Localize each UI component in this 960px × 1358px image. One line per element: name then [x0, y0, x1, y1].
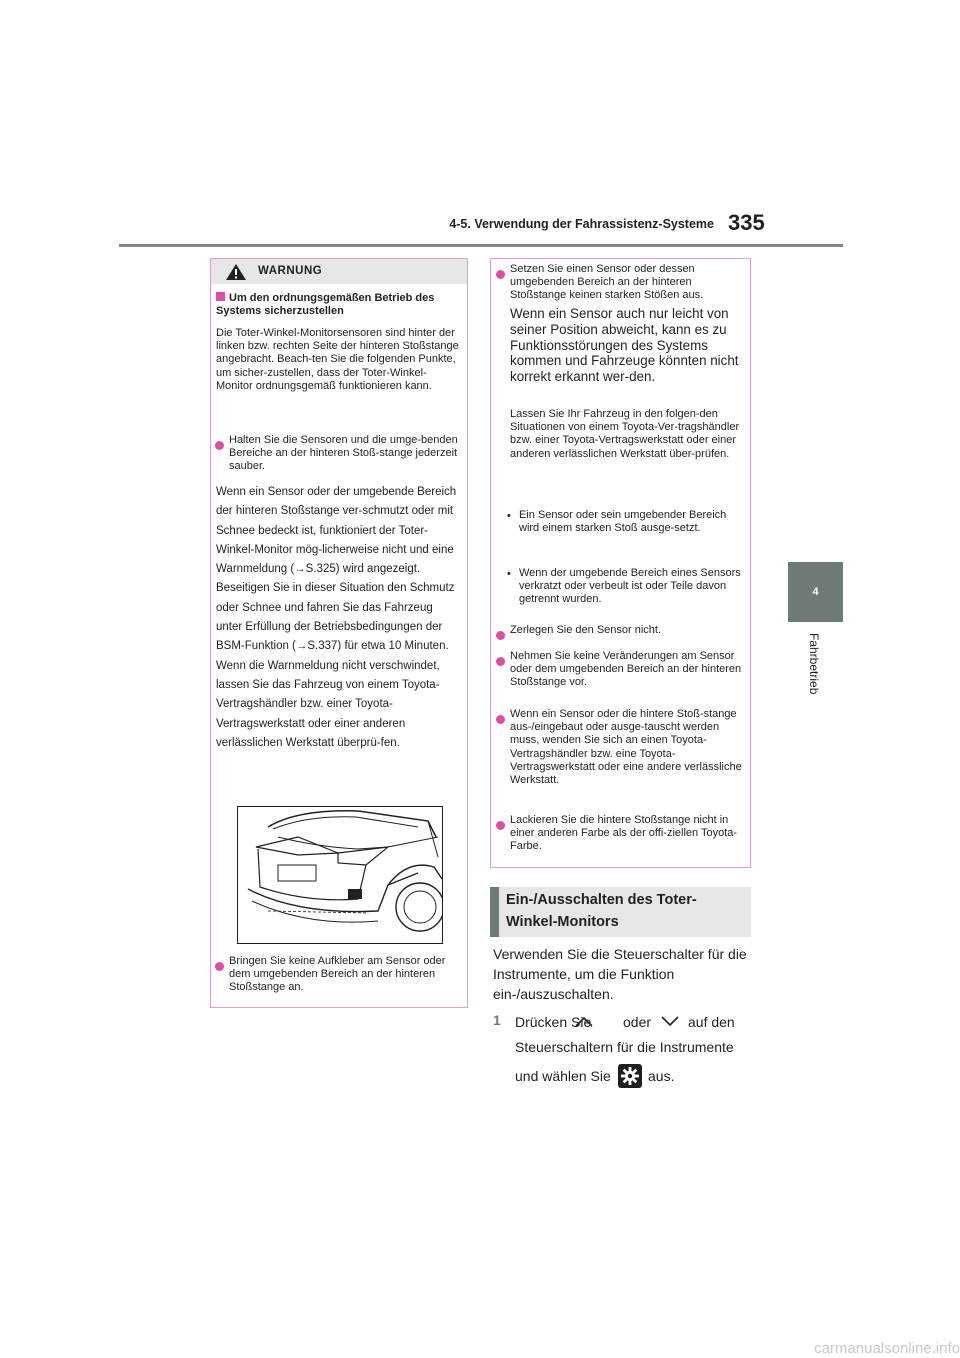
dot-bullet-icon [496, 653, 505, 671]
chapter-title: Fahrbetrieb [807, 633, 821, 695]
dot-bullet-icon [496, 266, 505, 284]
warning-bullet-continued: Lassen Sie Ihr Fahrzeug in den folgen-den Situationen von einem Toyota-Ver-tragshändler bzw. einer Toyota-Vertragswerkstatt oder einer anderen verlässlichen Werkstatt über-prüfen. [510, 408, 740, 460]
warning-bullet: Bringen Sie keine Aufkleber am Sensor oder dem umgebenden Bereich an der hinteren Stoßstange an. [229, 955, 446, 994]
warning-bullet: Setzen Sie einen Sensor oder dessen umgebenden Bereich an der hinteren Stoßstange keinen starken Stößen aus. [510, 263, 704, 302]
page-number: 335 [728, 210, 765, 235]
warning-body: Wenn ein Sensor oder der umgebende Bereich der hinteren Stoßstange ver-schmutzt oder mit Schnee bedeckt ist, funktioniert der Toter-Winkel-Monitor mög-licherweise nicht und eine Warnmeldung (→S.325) wird angezeigt. Beseitigen Sie in dieser Situation den Schmutz oder Schnee und fahren Sie das Fahrzeug unter Erfüllung der Betriebsbedingungen der BSM-Funktion (→S.337) für etwa 10 Minuten. Wenn die Warnmeldung nicht verschwindet, lassen Sie das Fahrzeug von einem Toyota-Vertragshändler bzw. einer Toyota-Vertragswerkstatt oder einer anderen verlässlichen Werkstatt überprü-fen. [216, 486, 457, 749]
chapter-label [785, 633, 845, 703]
step-text: Drücken Sie [515, 1014, 592, 1030]
warning-bullet: Wenn ein Sensor oder die hintere Stoß-stange aus-/eingebaut oder ausge-tauscht werden muss, wenden Sie sich an einen Toyota-Vertragshändler bzw. eine Toyota-Vertragswerkstatt oder eine andere verlässliche Werkstatt. [510, 708, 742, 787]
dot-bullet-icon [215, 958, 224, 976]
sub-bullet: Ein Sensor oder sein umgebender Bereich wird einem starken Stoß ausge-setzt. [519, 509, 727, 535]
warning-bullet: Zerlegen Sie den Sensor nicht. [510, 624, 662, 636]
warning-intro: Die Toter-Winkel-Monitorsensoren sind hinter der linken bzw. rechten Seite der hinteren Stoßstange angebracht. Beach-ten Sie die folgenden Punkte, um sicher-zustellen, dass der Toter-Winkel-Monitor ordnungsgemäß funktionieren kann. [216, 327, 459, 392]
header-rule [119, 244, 843, 247]
warning-title: WARNUNG [258, 265, 323, 277]
watermark: carmanualsonline.info [814, 1340, 960, 1357]
gear-icon [618, 1064, 642, 1088]
sub-bullet-marker: • [507, 568, 511, 580]
chapter-number: 4 [812, 586, 819, 598]
section-heading-bar [490, 887, 499, 937]
section-title: Ein-/Ausschalten des Toter-Winkel-Monitors [506, 892, 697, 930]
step-text: aus. [648, 1068, 675, 1084]
warning-bullet-large-text: Wenn ein Sensor auch nur leicht von seiner Position abweicht, kann es zu Funktionsstörungen des Systems kommen und Fahrzeuge könnten nicht korrekt erkannt wer-den. [510, 306, 739, 385]
step-text: auf den [688, 1014, 735, 1030]
car-rear-icon [238, 807, 442, 943]
warning-bullet: Halten Sie die Sensoren und die umge-benden Bereiche an der hinteren Stoß-stange jederzeit sauber. [229, 434, 458, 473]
step-text: und wählen Sie [515, 1068, 611, 1084]
dot-bullet-icon [215, 437, 224, 455]
warning-bullet: Lackieren Sie die hintere Stoßstange nicht in einer anderen Farbe als der offi-ziellen Toyota-Farbe. [510, 814, 738, 853]
warning-bullet: Nehmen Sie keine Veränderungen am Sensor oder dem umgebenden Bereich an der hinteren Stoßstange vor. [510, 650, 742, 689]
dot-bullet-icon [496, 627, 505, 645]
step-number: 1 [493, 1012, 501, 1028]
rear-bumper-illustration [237, 806, 443, 944]
section-body: Verwenden Sie die Steuerschalter für die Instrumente, um die Funktion ein-/auszuschalten. [493, 946, 747, 1002]
sub-bullet-marker: • [507, 510, 511, 522]
sub-bullet: Wenn der umgebende Bereich eines Sensors verkratzt oder verbeult ist oder Teile davon getrennt wurden. [519, 567, 741, 606]
running-header: 4-5. Verwendung der Fahrassistenz-Systeme [449, 217, 714, 231]
chevron-up-icon [573, 1012, 595, 1030]
step-text: Steuerschaltern für die Instrumente [515, 1039, 734, 1055]
dot-bullet-icon [496, 711, 505, 729]
step-text: oder [623, 1014, 652, 1030]
chevron-down-icon [659, 1012, 681, 1030]
warning-subtitle: Um den ordnungsgemäßen Betrieb des Systems sicherzustellen [216, 292, 435, 318]
chapter-tab [788, 562, 843, 622]
square-bullet-icon [216, 292, 225, 301]
warning-triangle-icon [225, 263, 247, 281]
dot-bullet-icon [496, 817, 505, 835]
warning-header [211, 259, 467, 284]
